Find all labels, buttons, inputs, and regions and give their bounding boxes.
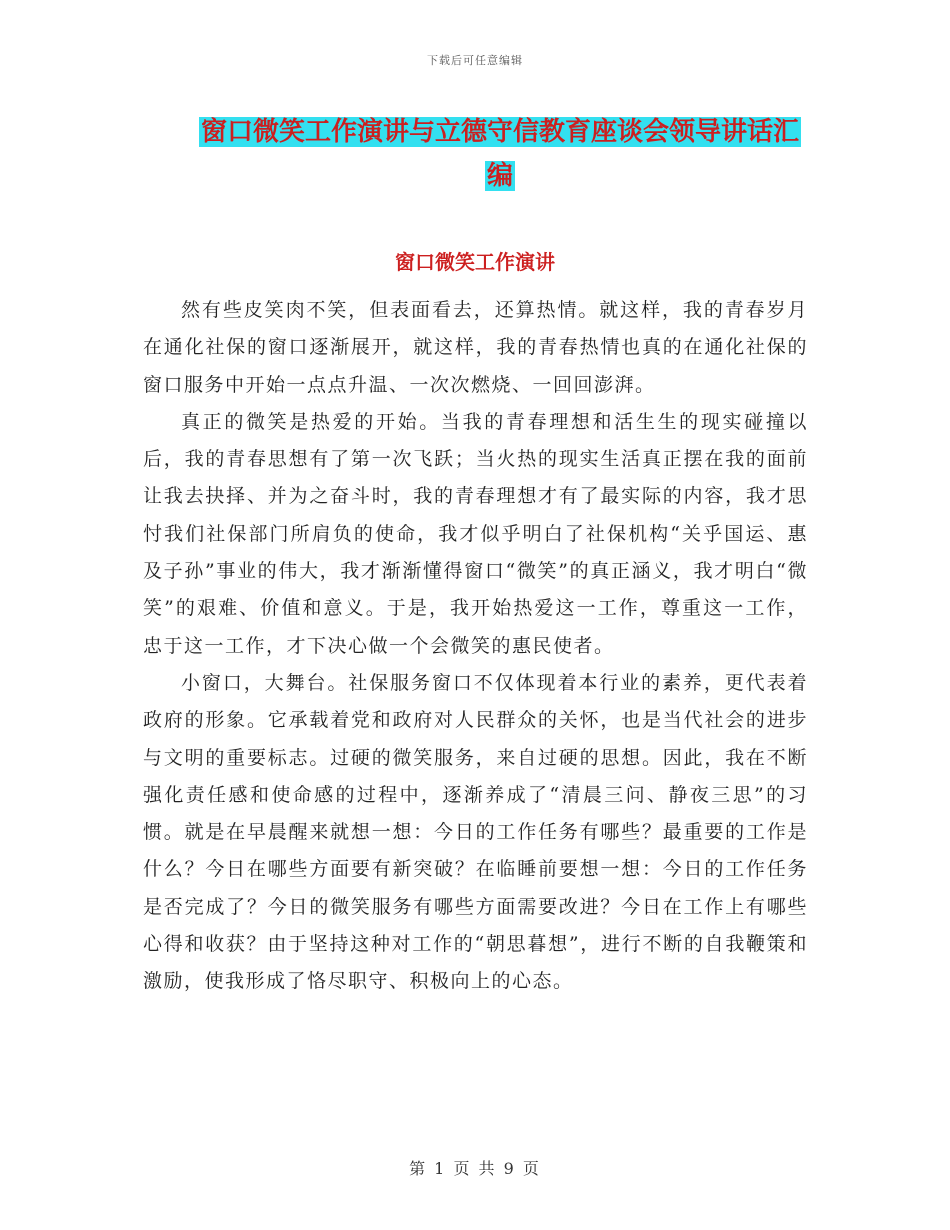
paragraph: 真正的微笑是热爱的开始。当我的青春理想和活生生的现实碰撞以后，我的青春思想有了第一次飞跃；当火热的现实生活真正摆在我的面前让我去抉择、并为之奋斗时，我的青春理想才有了最实际的内容，我才思忖我们社保部门所肩负的使命，我才似乎明白了社保机构“关乎国运、惠及子孙”事业的伟大，我才渐渐懂得窗口“微笑”的真正涵义，我才明白“微笑”的艰难、价值和意义。于是，我开始热爱这一工作，尊重这一工作，忠于这一工作，才下决心做一个会微笑的惠民使者。 <box>143 410 808 657</box>
document-title-line-2: 编 <box>486 161 513 191</box>
footer-prefix: 第 <box>409 1159 428 1178</box>
body-text <box>143 292 808 1001</box>
footer-page-number: 1 <box>434 1159 447 1178</box>
paragraph: 小窗口，大舞台。社保服务窗口不仅体现着本行业的素养，更代表着政府的形象。它承载着党和政府对人民群众的关怀，也是当代社会的进步与文明的重要标志。过硬的微笑服务，来自过硬的思想。因此，我在不断强化责任感和使命感的过程中，逐渐养成了“清晨三问、静夜三思”的习惯。就是在早晨醒来就想一想：今日的工作任务有哪些？最重要的工作是什么？今日在哪些方面要有新突破？在临睡前要想一想：今日的工作任务是否完成了？今日的微笑服务有哪些方面需要改进？今日在工作上有哪些心得和收获？由于坚持这种对工作的“朝思暮想”，进行不断的自我鞭策和激励，使我形成了恪尽职守、积极向上的心态。 <box>143 671 808 993</box>
paragraph: 然有些皮笑肉不笑，但表面看去，还算热情。就这样，我的青春岁月在通化社保的窗口逐渐展开，就这样，我的青春热情也真的在通化社保的窗口服务中开始一点点升温、一次次燃烧、一回回澎湃。 <box>143 299 808 396</box>
footer-total-pages: 9 <box>503 1159 516 1178</box>
page-header-note: 下载后可任意编辑 <box>427 54 523 67</box>
section-title: 窗口微笑工作演讲 <box>395 250 555 274</box>
document-title <box>190 110 810 198</box>
document-title-line-1: 窗口微笑工作演讲与立德守信教育座谈会领导讲话汇 <box>200 117 799 147</box>
page-footer <box>0 1156 950 1179</box>
footer-suffix: 页 <box>522 1159 541 1178</box>
footer-middle: 页 共 <box>453 1159 497 1178</box>
